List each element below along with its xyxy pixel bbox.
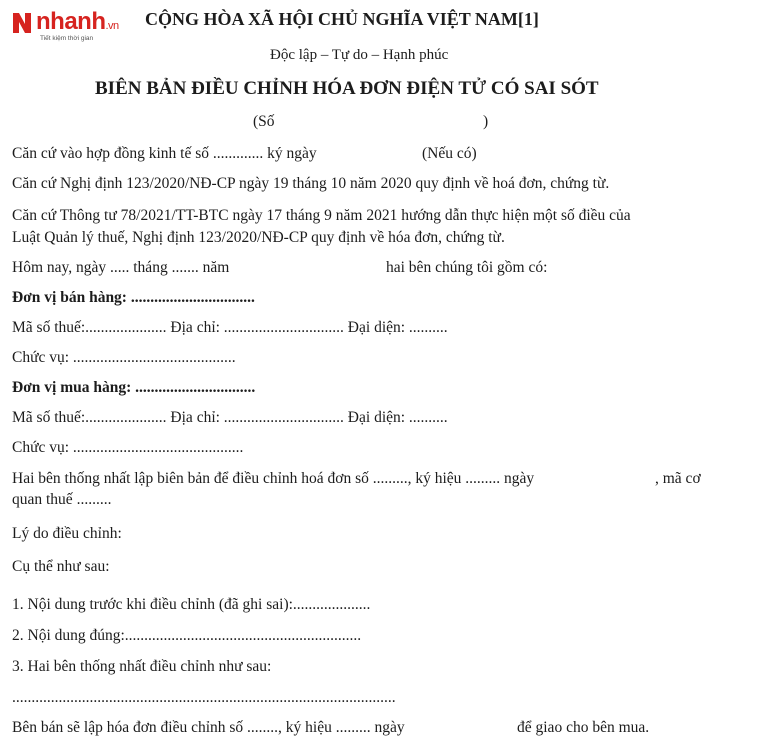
circular-line-2: Luật Quản lý thuế, Nghị định 123/2020/NĐ-CP quy định về hóa đơn, chứng từ. (12, 229, 505, 246)
motto: Độc lập – Tự do – Hạnh phúc (270, 47, 449, 63)
logo-brand: nhanh.vn (36, 8, 119, 35)
decree-line: Căn cứ Nghị định 123/2020/NĐ-CP ngày 19 tháng 10 năm 2020 quy định về hoá đơn, chứng từ. (12, 175, 610, 192)
seller-position-line: Chức vụ: .......................................... (12, 349, 236, 366)
closing-line: Bên bán sẽ lập hóa đơn điều chỉnh số ........, ký hiệu ......... ngày (12, 719, 405, 736)
agreement-line-1-end: , mã cơ (655, 470, 701, 487)
closing-line-end: để giao cho bên mua. (517, 719, 650, 736)
nhanh-logo (10, 8, 140, 44)
contract-note: (Nếu có) (422, 145, 477, 162)
document-title: BIÊN BẢN ĐIỀU CHỈNH HÓA ĐƠN ĐIỆN TỬ CÓ SAI SÓT (95, 78, 599, 99)
agreement-line-2: quan thuế ......... (12, 491, 112, 508)
parties-line: hai bên chúng tôi gồm có: (386, 259, 548, 276)
buyer-tax-line: Mã số thuế:..................... Địa chỉ: ............................... Đại diện: .......... (12, 409, 448, 426)
reason-line: Lý do điều chỉnh: (12, 525, 122, 542)
detail-line: Cụ thể như sau: (12, 558, 110, 575)
item-1: 1. Nội dung trước khi điều chỉnh (đã ghi sai):.................... (12, 596, 371, 613)
seller-tax-line: Mã số thuế:..................... Địa chỉ: ............................... Đại diện: .......... (12, 319, 448, 336)
buyer-position-line: Chức vụ: ............................................ (12, 439, 244, 456)
item-2: 2. Nội dung đúng:............................................................. (12, 627, 362, 644)
document-number-close: ) (483, 113, 489, 130)
country-heading: CỘNG HÒA XÃ HỘI CHỦ NGHĨA VIỆT NAM[1] (145, 9, 539, 29)
dotted-line: ................................................................................................... (12, 689, 396, 706)
logo-tagline: Tiết kiệm thời gian (40, 35, 94, 42)
agreement-line-1: Hai bên thống nhất lập biên bản để điều chỉnh hoá đơn số ........., ký hiệu ......... ngày (12, 470, 535, 487)
item-3: 3. Hai bên thống nhất điều chỉnh như sau: (12, 658, 272, 675)
circular-line-1: Căn cứ Thông tư 78/2021/TT-BTC ngày 17 tháng 9 năm 2021 hướng dẫn thực hiện một số điều của (12, 207, 631, 224)
today-line: Hôm nay, ngày ..... tháng ....... năm (12, 259, 230, 276)
contract-line: Căn cứ vào hợp đồng kinh tế số ............. ký ngày (12, 145, 317, 162)
seller-heading: Đơn vị bán hàng: ................................ (12, 289, 255, 306)
document-number-open: (Số (253, 113, 275, 130)
logo-mark-icon (10, 10, 34, 36)
buyer-heading: Đơn vị mua hàng: ............................... (12, 379, 256, 396)
